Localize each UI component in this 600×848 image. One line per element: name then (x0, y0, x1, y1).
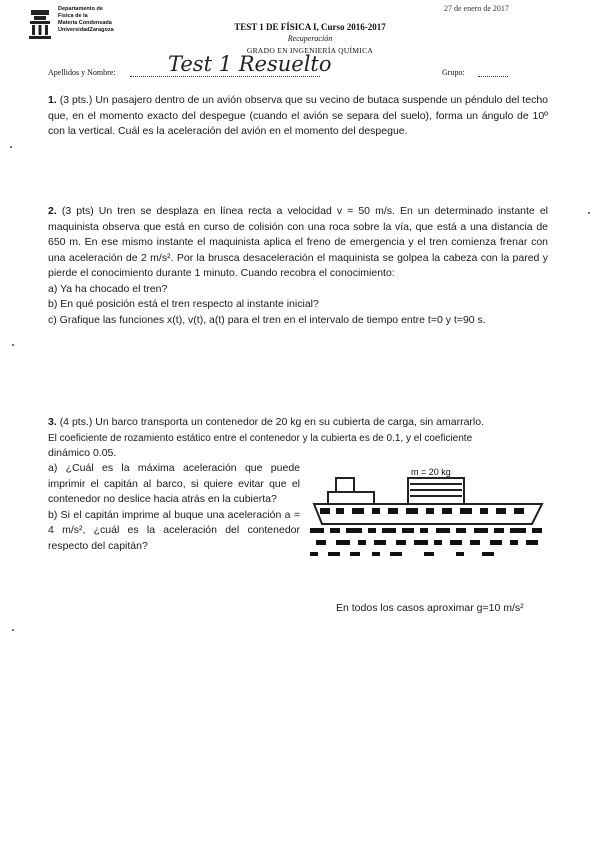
scan-speck (12, 629, 14, 631)
question-part-b: b) Si el capitán imprime al buque una aceleración a = 4 m/s², ¿cuál es la aceleración del contenedor respecto del capitán? (48, 508, 300, 552)
handwritten-name: Test 1 Resuelto (168, 52, 332, 76)
ship-diagram (306, 464, 552, 560)
scan-speck (588, 212, 590, 214)
group-dotted-line (478, 76, 508, 77)
gravity-note: En todos los casos aproximar g=10 m/s² (336, 602, 524, 614)
names-dotted-line (130, 76, 320, 77)
department-line: Materia Condensada (58, 20, 112, 26)
question-text: Un barco transporta un contenedor de 20 kg en su cubierta de carga, sin amarrarlo. (95, 416, 485, 428)
question-number: 2. (48, 205, 57, 217)
scan-speck (10, 146, 12, 148)
question-text: Un pasajero dentro de un avión observa que su vecino de butaca suspende un péndulo del techo que, en el momento exacto del despegue (cuando el avión se separa del suelo), forma un ángulo de 10º con la vertical. Cuál es la aceleración del avión en el momento del despegue. (48, 94, 548, 137)
question-number: 3. (48, 416, 57, 428)
exam-subtitle: Recuperación (287, 34, 333, 43)
question-points: (3 pts.) (59, 94, 93, 106)
department-block (58, 6, 148, 34)
water-pattern (310, 528, 542, 556)
department-line: Física de la (58, 13, 88, 19)
question-points: (3 pts) (61, 205, 94, 217)
question-part-a: a) ¿Cuál es la máxima aceleración que puede imprimir el capitán al barco, si quiere evitar que el contenedor no deslice hacia atrás en la cubierta? (48, 462, 300, 505)
department-line: UniversidadZaragoza (58, 27, 114, 33)
question-part-b: b) En qué posición está el tren respecto al instante inicial? (48, 298, 319, 310)
degree-name: GRADO EN INGENIERÍA QUÍMICA (246, 46, 374, 55)
mass-label: m = 20 kg (411, 467, 451, 477)
question-3 (48, 415, 548, 462)
group-label: Grupo: (442, 68, 465, 77)
scan-speck (12, 344, 14, 346)
question-3-parts (48, 461, 300, 554)
ship-cabin (328, 492, 374, 504)
university-logo-icon (28, 8, 52, 42)
question-number: 1. (48, 94, 57, 106)
question-text: Un tren se desplaza en línea recta a velocidad v = 50 m/s. En un determinado instante el maquinista observa que está en curso de colisión con una roca sobre la vía, que está a una distancia de 650 m. En ese mismo instante el maquinista aplica el freno de emergencia y el tren comienza frenar con una aceleración de 2 m/s². Por la brusca desaceleración el maquinista se golpea la cabeza con la pared y pierde el conocimiento durante 1 minuto. Cuando recobra el conocimiento: (48, 205, 548, 279)
ship-bridge (336, 478, 354, 492)
exam-title: TEST 1 DE FÍSICA I, Curso 2016-2017 (234, 22, 386, 32)
question-text: El coeficiente de rozamiento estático entre el contenedor y la cubierta es de 0.1, y el coeficiente (48, 432, 473, 444)
question-1 (48, 93, 548, 140)
exam-date: 27 de enero de 2017 (444, 4, 509, 13)
question-points: (4 pts.) (59, 416, 93, 428)
question-2 (48, 204, 548, 328)
names-label: Apellidos y Nombre: (48, 68, 116, 77)
question-part-a: a) Ya ha chocado el tren? (48, 282, 168, 295)
question-part-c: c) Grafique las funciones x(t), v(t), a(t) para el tren en el intervalo de tiempo entre t=0 y t=90 s. (48, 313, 486, 326)
question-text: dinámico 0.05. (48, 447, 117, 459)
department-line: Departamento de (58, 6, 103, 12)
exam-title-block (180, 22, 440, 55)
